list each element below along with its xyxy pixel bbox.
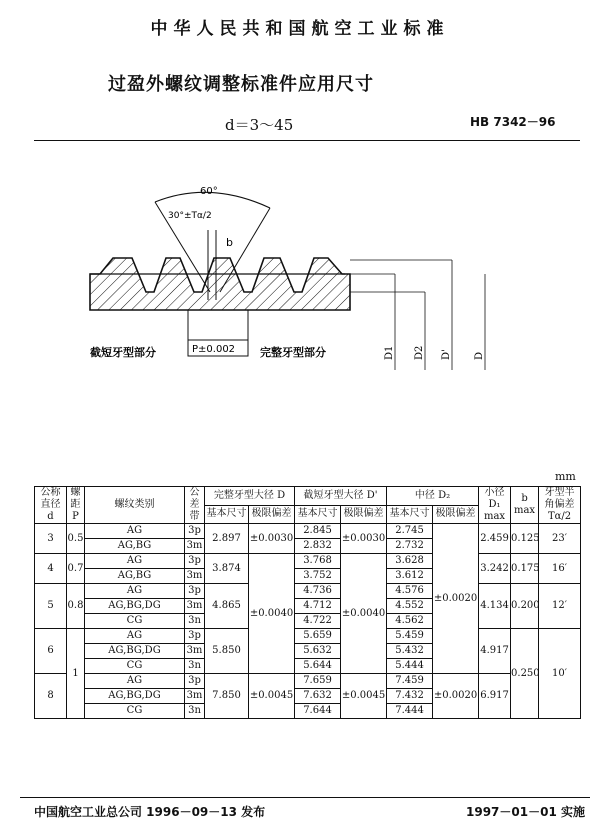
dim-Dprime: D' bbox=[441, 349, 452, 360]
table-cell: 6.917 bbox=[479, 674, 511, 719]
table-cell: 4.917 bbox=[479, 629, 511, 674]
table-cell: 3.768 bbox=[295, 554, 341, 569]
h-nominal: 公称 直径 d bbox=[35, 487, 67, 524]
table-cell: 1 bbox=[67, 629, 85, 719]
table-cell: 16′ bbox=[539, 554, 581, 584]
h-d2-limit: 极限偏差 bbox=[433, 505, 479, 524]
h-trunc-D: 截短牙型大径 D' bbox=[295, 487, 387, 506]
table-cell: ±0.0020 bbox=[433, 524, 479, 674]
table-cell: 2.732 bbox=[387, 539, 433, 554]
table-cell: 3n bbox=[185, 614, 205, 629]
table-cell: 3n bbox=[185, 704, 205, 719]
table-cell: 3m bbox=[185, 599, 205, 614]
table-cell: 2.897 bbox=[205, 524, 249, 554]
table-cell: ±0.0045 bbox=[249, 674, 295, 719]
table-row bbox=[35, 584, 581, 599]
table-cell: 5 bbox=[35, 584, 67, 629]
h-trunc-limit: 极限偏差 bbox=[341, 505, 387, 524]
table-cell: 3.752 bbox=[295, 569, 341, 584]
table-cell: 3.242 bbox=[479, 554, 511, 584]
table-cell: CG bbox=[85, 659, 185, 674]
table-cell: 10′ bbox=[539, 629, 581, 719]
org-title: 中华人民共和国航空工业标准 bbox=[150, 19, 450, 39]
table-row bbox=[35, 524, 581, 539]
h-type: 螺纹类别 bbox=[85, 487, 185, 524]
table-cell: 3m bbox=[185, 644, 205, 659]
table-cell: AG bbox=[85, 524, 185, 539]
table-cell: AG,BG bbox=[85, 539, 185, 554]
table-cell: CG bbox=[85, 614, 185, 629]
table-cell: 7.632 bbox=[295, 689, 341, 704]
table-cell: 12′ bbox=[539, 584, 581, 629]
pitch-label: P±0.002 bbox=[192, 344, 236, 355]
table-cell: 3p bbox=[185, 524, 205, 539]
table-cell: 5.659 bbox=[295, 629, 341, 644]
table-cell: 3 bbox=[35, 524, 67, 554]
table-cell: 4.134 bbox=[479, 584, 511, 629]
table-cell: 5.459 bbox=[387, 629, 433, 644]
issuer: 中国航空工业总公司 1996－09－13 发布 bbox=[34, 805, 266, 819]
table-cell: 3.612 bbox=[387, 569, 433, 584]
table-cell: 5.850 bbox=[205, 629, 249, 674]
table-cell: 4.722 bbox=[295, 614, 341, 629]
effective-date: 1997－01－01 实施 bbox=[466, 805, 585, 819]
table-cell: 7.444 bbox=[387, 704, 433, 719]
table-cell: 23′ bbox=[539, 524, 581, 554]
doc-title: 过盈外螺纹调整标准件应用尺寸 bbox=[108, 74, 374, 95]
table-row bbox=[35, 554, 581, 569]
table-cell: AG bbox=[85, 554, 185, 569]
h-d2-basic: 基本尺寸 bbox=[387, 505, 433, 524]
table-cell: 3.874 bbox=[205, 554, 249, 584]
unit-label: mm bbox=[555, 470, 576, 483]
dimension-table bbox=[34, 486, 581, 719]
table-cell: ±0.0030 bbox=[341, 524, 387, 554]
dim-D2: D2 bbox=[414, 345, 425, 360]
h-pitch: 螺 距 P bbox=[67, 487, 85, 524]
h-full-basic: 基本尺寸 bbox=[205, 505, 249, 524]
table-cell: 4.576 bbox=[387, 584, 433, 599]
standard-number: HB 7342－96 bbox=[470, 115, 556, 129]
h-minor: 小径 D₁ max bbox=[479, 487, 511, 524]
table-cell: 7.659 bbox=[295, 674, 341, 689]
h-pitch-D2: 中径 D₂ bbox=[387, 487, 479, 506]
h-full-D: 完整牙型大径 D bbox=[205, 487, 295, 506]
table-cell: 4 bbox=[35, 554, 67, 584]
table-cell: 3m bbox=[185, 569, 205, 584]
h-b: b max bbox=[511, 487, 539, 524]
table-cell: 0.250 bbox=[511, 629, 539, 719]
table-cell: 7.644 bbox=[295, 704, 341, 719]
footer-rule bbox=[20, 797, 590, 798]
thread-diagram bbox=[80, 180, 520, 380]
table-cell: 4.736 bbox=[295, 584, 341, 599]
table-cell: AG,BG,DG bbox=[85, 689, 185, 704]
b-label: b bbox=[226, 236, 233, 249]
table-cell: 2.745 bbox=[387, 524, 433, 539]
header-rule bbox=[34, 140, 580, 141]
table-cell: ±0.0040 bbox=[249, 554, 295, 674]
complete-label: 完整牙型部分 bbox=[260, 346, 326, 359]
table-cell: 4.712 bbox=[295, 599, 341, 614]
table-cell: 2.832 bbox=[295, 539, 341, 554]
table-row bbox=[35, 629, 581, 644]
table-cell: 5.632 bbox=[295, 644, 341, 659]
table-cell: ±0.0045 bbox=[341, 674, 387, 719]
table-cell: 5.644 bbox=[295, 659, 341, 674]
table-cell: 0.7 bbox=[67, 554, 85, 584]
table-cell: ±0.0040 bbox=[341, 554, 387, 674]
table-cell: 4.562 bbox=[387, 614, 433, 629]
table-cell: 7.459 bbox=[387, 674, 433, 689]
table-cell: 0.5 bbox=[67, 524, 85, 554]
table-cell: 4.865 bbox=[205, 584, 249, 629]
table-cell: 8 bbox=[35, 674, 67, 719]
angle-30-label: 30°±Tα/2 bbox=[168, 211, 212, 221]
table-cell: ±0.0030 bbox=[249, 524, 295, 554]
truncated-label: 截短牙型部分 bbox=[90, 346, 156, 359]
table-cell: 7.850 bbox=[205, 674, 249, 719]
h-full-limit: 极限偏差 bbox=[249, 505, 295, 524]
table-cell: AG,BG bbox=[85, 569, 185, 584]
table-cell: 3m bbox=[185, 539, 205, 554]
table-row bbox=[35, 674, 581, 689]
table-cell: CG bbox=[85, 704, 185, 719]
h-trunc-basic: 基本尺寸 bbox=[295, 505, 341, 524]
table-cell: 2.459 bbox=[479, 524, 511, 554]
table-cell: 0.175 bbox=[511, 554, 539, 584]
table-cell: 3.628 bbox=[387, 554, 433, 569]
table-cell: AG bbox=[85, 629, 185, 644]
h-tol: 公 差 带 bbox=[185, 487, 205, 524]
table-cell: 4.552 bbox=[387, 599, 433, 614]
table-cell: AG,BG,DG bbox=[85, 599, 185, 614]
table-cell: 5.444 bbox=[387, 659, 433, 674]
table-cell: 3p bbox=[185, 554, 205, 569]
table-cell: 0.200 bbox=[511, 584, 539, 629]
table-cell: 3p bbox=[185, 584, 205, 599]
table-cell: 3p bbox=[185, 629, 205, 644]
thread-body bbox=[90, 258, 350, 310]
angle-60-label: 60° bbox=[200, 186, 218, 197]
table-cell: ±0.0020 bbox=[433, 674, 479, 719]
table-cell: AG bbox=[85, 584, 185, 599]
table-cell: AG bbox=[85, 674, 185, 689]
table-cell: 3n bbox=[185, 659, 205, 674]
h-angle: 牙型半 角偏差 Tα/2 bbox=[539, 487, 581, 524]
table-cell: 0.8 bbox=[67, 584, 85, 629]
range-label: d＝3～45 bbox=[225, 116, 294, 134]
table-cell: AG,BG,DG bbox=[85, 644, 185, 659]
table-cell: 2.845 bbox=[295, 524, 341, 539]
dim-D1: D1 bbox=[384, 345, 395, 360]
table-cell: 5.432 bbox=[387, 644, 433, 659]
table-cell: 3p bbox=[185, 674, 205, 689]
table-cell: 6 bbox=[35, 629, 67, 674]
table-cell: 0.125 bbox=[511, 524, 539, 554]
table-cell: 3m bbox=[185, 689, 205, 704]
dim-D: D bbox=[474, 351, 485, 360]
table-cell: 7.432 bbox=[387, 689, 433, 704]
